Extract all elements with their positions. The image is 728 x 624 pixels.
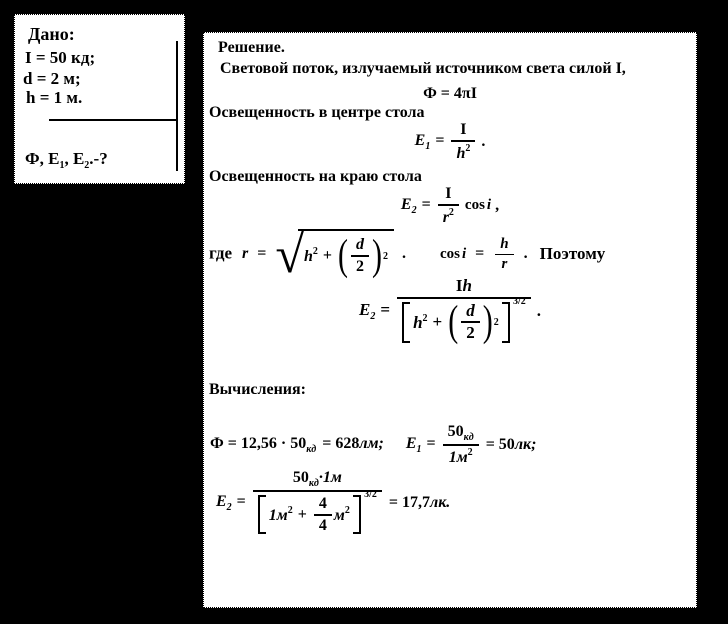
given-line-1: I = 50 кд;	[25, 48, 96, 67]
angle-var: i	[461, 245, 467, 262]
equals-sign: =	[236, 492, 246, 510]
bracket-group	[402, 295, 526, 346]
e2-big-numerator	[397, 277, 531, 297]
r-var: r	[495, 254, 513, 273]
e2-den-exp: 2	[448, 206, 454, 218]
h-var: h	[500, 236, 509, 252]
exp-2: 2	[467, 447, 473, 458]
h-var: h	[462, 276, 472, 295]
question-text: Ф, E	[25, 149, 60, 168]
four-over-four	[314, 495, 332, 534]
e2-lhs: E	[216, 492, 227, 510]
e2-numerator: I	[445, 185, 452, 202]
unit-sub-kd: кд	[306, 443, 317, 455]
e1-denominator	[451, 140, 475, 163]
unit-lk: лк;	[514, 436, 537, 453]
right-square-bracket	[502, 302, 510, 343]
given-column-line	[176, 41, 178, 171]
h-over-r	[495, 236, 513, 272]
e2-lhs-sub: 2	[411, 204, 417, 216]
calc-flux-e1-row	[210, 423, 536, 467]
given-title: Дано:	[28, 24, 75, 44]
e1-lhs-sub: 1	[416, 443, 422, 455]
d-var: d	[355, 236, 364, 254]
given-line-3: h = 1 м.	[26, 88, 83, 107]
comma: ,	[495, 196, 500, 214]
question-sub2: 2	[84, 160, 90, 171]
right-paren: )	[371, 231, 382, 280]
equals-sign: =	[257, 245, 267, 263]
question-text: , E	[64, 149, 85, 168]
r-var: r	[242, 245, 249, 263]
e2-lhs-sub: 2	[370, 310, 376, 322]
times-1m: ·1м	[318, 469, 342, 486]
given-divider-line	[49, 119, 177, 121]
exp-2: 2	[287, 504, 293, 516]
left-square-bracket	[258, 495, 266, 534]
unit-lk: лк.	[429, 493, 451, 511]
right-paren: )	[482, 297, 493, 346]
e1-fraction	[451, 121, 475, 162]
period: .	[481, 132, 486, 150]
paren-exp: 2	[382, 250, 388, 262]
right-square-bracket	[353, 495, 361, 534]
num-4: 4	[318, 495, 327, 512]
question-text: .-?	[89, 149, 108, 168]
paren-exp: 2	[493, 316, 499, 328]
left-square-bracket	[402, 302, 410, 343]
angle-var: i	[486, 197, 492, 214]
plus-sign: +	[432, 312, 443, 332]
e2-big-denominator	[397, 297, 531, 345]
equals-sign: =	[475, 245, 485, 263]
equals-sign: =	[421, 195, 431, 213]
left-paren: (	[337, 231, 348, 280]
calc-e1-denominator	[443, 444, 479, 467]
e1-formula-row	[204, 121, 696, 162]
value-1m: 1м	[448, 449, 468, 466]
e1-den-exp: 2	[465, 142, 471, 154]
given-question	[25, 149, 108, 171]
bracket-exponent: 3/2	[364, 489, 377, 500]
given-line-2: d = 2 м;	[23, 69, 81, 88]
den-2: 2	[461, 321, 480, 343]
calc-e1-lhs	[405, 434, 441, 455]
left-paren: (	[448, 297, 459, 346]
h-exp: 2	[422, 312, 428, 324]
calc-e1-fraction	[443, 423, 479, 467]
r-definition-row	[209, 227, 606, 284]
solution-box	[203, 32, 697, 608]
calc-e1-result: = 50	[485, 436, 515, 453]
period: .	[401, 245, 406, 263]
flux-formula: Ф = 4πI	[423, 85, 477, 102]
den-2: 2	[351, 255, 369, 276]
value-50: 50	[292, 469, 309, 486]
d-over-2	[461, 302, 480, 343]
value-1m: 1м	[268, 506, 288, 524]
equals-sign: =	[426, 434, 436, 452]
calc-e2-fraction	[253, 469, 382, 536]
h-exp: 2	[312, 246, 318, 258]
m-var: м	[333, 506, 345, 524]
e2-den-var: r	[442, 208, 449, 226]
calc-flux-lead: Ф = 12,56 · 50	[210, 434, 307, 452]
cos-label: cos	[464, 197, 485, 214]
cos-label: cos	[439, 245, 460, 262]
value-50: 50	[447, 423, 464, 440]
square-root	[275, 227, 394, 284]
unit-sub-kd: кд	[463, 432, 474, 443]
bracket-group	[258, 489, 377, 536]
h-var: h	[413, 312, 423, 332]
radicand	[298, 229, 394, 279]
period: .	[536, 300, 541, 320]
e2-lhs: E	[400, 195, 412, 213]
calc-e2-row	[216, 469, 450, 536]
calculations-title: Вычисления:	[209, 381, 307, 398]
calc-e2-numerator	[253, 469, 382, 490]
d-var: d	[466, 300, 475, 320]
radical-icon: √	[275, 227, 304, 284]
I-var: I	[455, 276, 463, 295]
calc-e1-numerator	[443, 423, 479, 444]
center-illuminance-text: Освещенность в центре стола	[209, 104, 425, 121]
e2-lhs: E	[359, 299, 371, 319]
unit-sub-kd: кд	[308, 478, 319, 489]
e1-lhs-sub: 1	[425, 140, 431, 152]
given-box	[14, 14, 185, 184]
exp-2: 2	[344, 504, 350, 516]
e1-numerator: I	[460, 121, 467, 138]
equals-sign: =	[380, 299, 391, 319]
period: .	[523, 245, 528, 263]
e2-fraction	[438, 185, 459, 226]
therefore-label: Поэтому	[539, 243, 606, 263]
e1-den-var: h	[456, 144, 466, 162]
equals-sign: =	[435, 131, 445, 149]
question-sub1: 1	[59, 160, 65, 171]
plus-sign: +	[297, 505, 307, 523]
e2-lhs-sub: 2	[226, 501, 232, 513]
e2-expanded-formula-row	[204, 277, 696, 345]
where-label: где	[209, 243, 233, 263]
e1-lhs: E	[414, 131, 426, 149]
unit-lm: лм;	[359, 434, 384, 452]
flux-formula-row	[204, 85, 696, 103]
e1-lhs: E	[405, 434, 417, 452]
h-var: h	[303, 248, 313, 266]
solution-title: Решение.	[218, 39, 285, 56]
e2-denominator	[438, 204, 459, 227]
calc-flux	[210, 434, 384, 455]
den-4: 4	[314, 514, 332, 535]
plus-sign: +	[322, 247, 332, 265]
e2-big-fraction	[397, 277, 531, 345]
solution-intro: Световой поток, излучаемый источником света силой I,	[220, 60, 626, 77]
calc-e2-denominator	[253, 490, 382, 536]
bracket-exponent: 3/2	[512, 295, 526, 307]
calc-flux-result: = 628	[322, 434, 360, 452]
e2-formula-row	[204, 185, 696, 226]
calc-e2-result: = 17,7	[388, 493, 430, 511]
edge-illuminance-text: Освещенность на краю стола	[209, 168, 422, 185]
d-over-2	[351, 236, 369, 275]
